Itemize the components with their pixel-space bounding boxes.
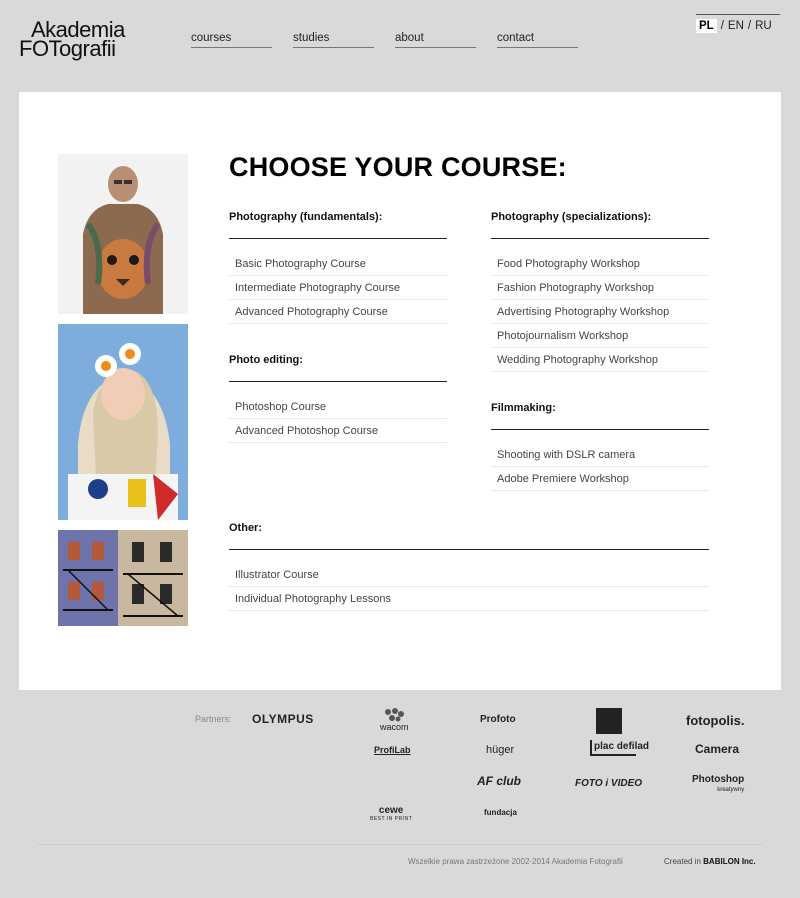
main-nav [191, 32, 599, 48]
group-heading: Filmmaking: [491, 402, 709, 430]
photo-woman-sunglasses [58, 324, 188, 520]
group-heading: Photography (fundamentals): [229, 211, 447, 239]
site-logo[interactable] [19, 17, 134, 61]
course-link[interactable]: Individual Photography Lessons [229, 587, 709, 611]
partners-label: Partners: [195, 714, 232, 724]
lang-ru[interactable]: RU [755, 20, 772, 32]
group-heading: Photo editing: [229, 354, 447, 382]
partner-logo-mtf-icon[interactable] [596, 708, 622, 734]
nav-courses[interactable]: courses [191, 32, 272, 48]
lang-separator: / [720, 20, 724, 32]
partner-logo-olympus[interactable]: OLYMPUS [252, 712, 314, 726]
logo-line-2: FOTografii [19, 36, 116, 61]
course-link[interactable]: Intermediate Photography Course [229, 276, 447, 300]
lang-en[interactable]: EN [727, 20, 744, 32]
lang-separator: / [747, 20, 752, 32]
course-link[interactable]: Photojournalism Workshop [491, 324, 709, 348]
nav-contact[interactable]: contact [497, 32, 578, 48]
lang-pl[interactable]: PL [696, 19, 717, 33]
group-heading: Other: [229, 522, 709, 550]
partner-logo-text: wacom [380, 722, 409, 732]
credit-link[interactable]: BABILON Inc. [703, 857, 756, 866]
copyright-text: Wszelkie prawa zastrzeżone 2002-2014 Akademia Fotografii [408, 857, 623, 866]
wacom-mark-icon [382, 708, 406, 722]
partner-logo-profoto[interactable]: Profoto [480, 714, 516, 725]
language-switcher [696, 14, 780, 33]
partner-logo-huger[interactable]: hüger [486, 744, 515, 756]
partner-logo-profilab[interactable]: ProfiLab [374, 745, 411, 755]
credit-text [664, 857, 756, 866]
credit-prefix: Created in [664, 857, 701, 866]
partner-logo-subtext: BEST IN PRINT [370, 816, 413, 822]
partner-logo-text: Photoshop [692, 774, 745, 785]
course-link[interactable]: Basic Photography Course [229, 252, 447, 276]
photo-building-facade [58, 530, 188, 626]
course-group-filmmaking [491, 402, 709, 491]
photo-tattooed-man [58, 154, 188, 314]
group-heading: Photography (specializations): [491, 211, 709, 239]
partner-logo-foto-i-video[interactable]: FOTO i VIDEO [575, 778, 643, 789]
course-link[interactable]: Adobe Premiere Workshop [491, 467, 709, 491]
partner-logo-plac-defilad[interactable]: plac defilad [590, 740, 636, 756]
nav-about[interactable]: about [395, 32, 476, 48]
partner-logo-photoshop-kreatywny[interactable] [692, 775, 744, 795]
footer-divider [38, 844, 762, 845]
course-link[interactable]: Advanced Photoshop Course [229, 419, 447, 443]
course-group-fundamentals [229, 211, 447, 324]
partner-logo-text: cewe [378, 805, 404, 816]
partner-logo-fotopolis[interactable]: fotopolis. [686, 713, 745, 728]
course-link[interactable]: Wedding Photography Workshop [491, 348, 709, 372]
course-link[interactable]: Illustrator Course [229, 563, 709, 587]
logo-line-1: Akademia [31, 17, 125, 42]
partner-logo-afclub[interactable]: AF club [477, 774, 521, 788]
course-link[interactable]: Shooting with DSLR camera [491, 443, 709, 467]
course-group-other [229, 522, 709, 611]
course-link[interactable]: Advertising Photography Workshop [491, 300, 709, 324]
page-title: CHOOSE YOUR COURSE: [229, 152, 567, 182]
partner-logo-cewe[interactable] [370, 806, 412, 824]
course-group-editing [229, 354, 447, 443]
course-group-specializations [491, 211, 709, 372]
partner-logo-subtext: kreatywny [717, 787, 745, 793]
course-link[interactable]: Photoshop Course [229, 395, 447, 419]
course-link[interactable]: Advanced Photography Course [229, 300, 447, 324]
partner-logo-wacom[interactable] [380, 708, 409, 732]
partner-logo-fundacja[interactable]: fundacja [484, 808, 517, 817]
content-panel [19, 92, 781, 690]
course-link[interactable]: Fashion Photography Workshop [491, 276, 709, 300]
course-link[interactable]: Food Photography Workshop [491, 252, 709, 276]
nav-studies[interactable]: studies [293, 32, 374, 48]
partner-logo-camera[interactable]: Camera [695, 742, 740, 756]
